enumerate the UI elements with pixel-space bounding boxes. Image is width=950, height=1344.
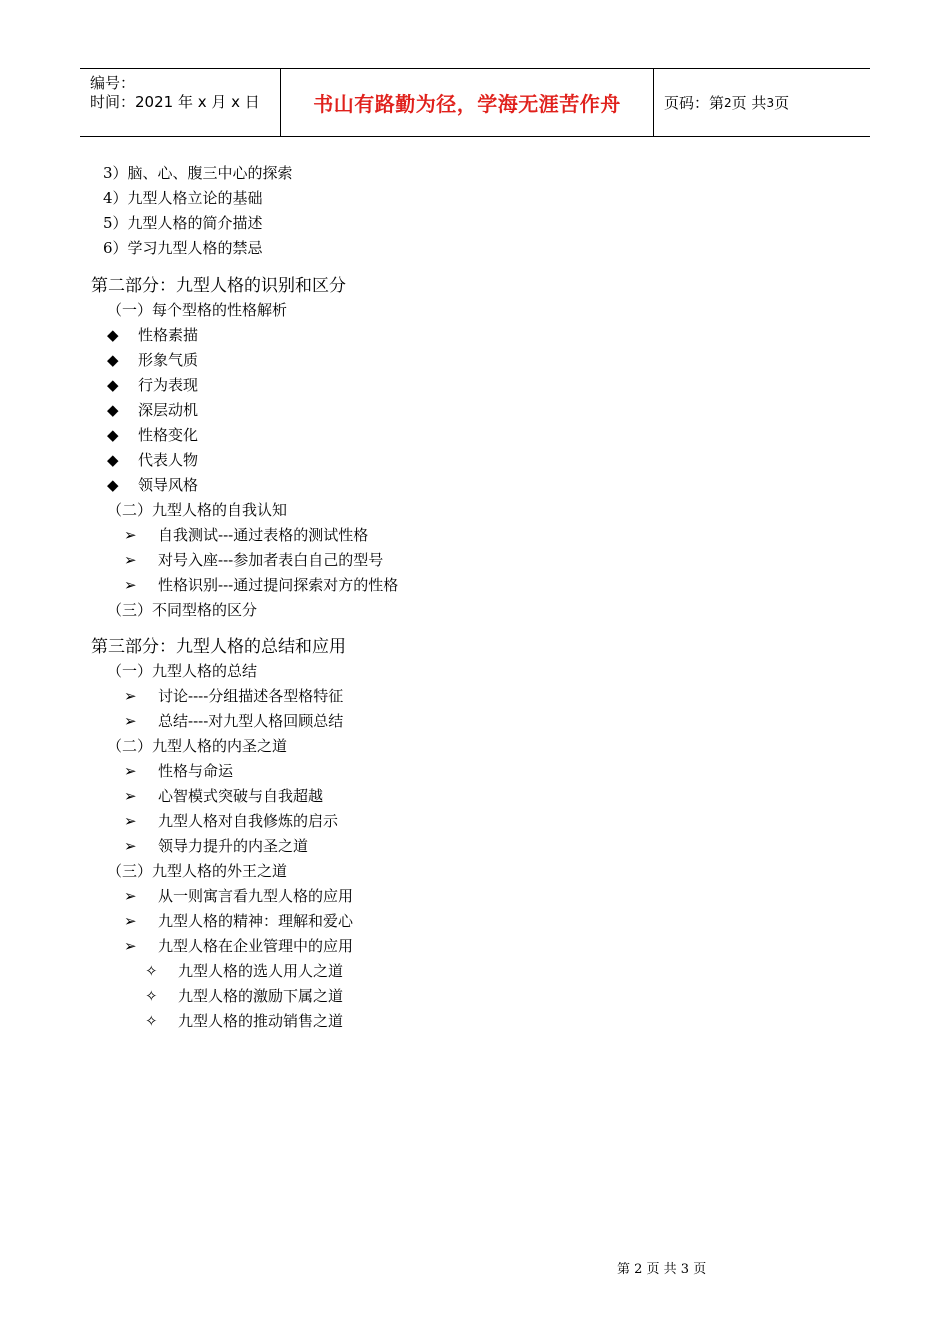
- list-item: [124, 575, 398, 595]
- list-item: [107, 375, 198, 395]
- page-mid: 页 共: [731, 94, 767, 112]
- header-info-cell: [80, 69, 281, 136]
- list-item-label: 领导风格: [138, 476, 199, 494]
- arrow-bullet-icon: ➢: [124, 912, 137, 930]
- header-motto: 书山有路勤为径，学海无涯苦作舟: [281, 69, 654, 136]
- list-item-label: 九型人格对自我修炼的启示: [158, 812, 339, 830]
- list-item-label: 性格识别---通过提问探索对方的性格: [158, 576, 399, 594]
- header-page-info: [654, 69, 880, 136]
- diamond-bullet-icon: ◆: [107, 476, 119, 494]
- list-item: [107, 325, 198, 345]
- subsection-heading: （二）九型人格的内圣之道: [107, 737, 288, 755]
- list-item: [124, 886, 353, 906]
- list-item-label: 性格与命运: [158, 762, 234, 780]
- arrow-bullet-icon: ➢: [124, 687, 137, 705]
- list-item-label: 九型人格的精神：理解和爱心: [158, 912, 354, 930]
- page-total: 3: [766, 95, 775, 110]
- list-item-label: 形象气质: [138, 351, 199, 369]
- arrow-bullet-icon: ➢: [124, 762, 137, 780]
- arrow-bullet-icon: ➢: [124, 551, 137, 569]
- list-item: [107, 400, 198, 420]
- diamond-bullet-icon: ◆: [107, 426, 119, 444]
- arrow-bullet-icon: ➢: [124, 576, 137, 594]
- list-item-label: 性格变化: [138, 426, 199, 444]
- list-item: [124, 786, 323, 806]
- diamond-bullet-icon: ◆: [107, 451, 119, 469]
- diamond-bullet-icon: ◆: [107, 326, 119, 344]
- arrow-bullet-icon: ➢: [124, 837, 137, 855]
- list-item: [124, 525, 368, 545]
- arrow-bullet-icon: ➢: [124, 812, 137, 830]
- list-item-label: 心智模式突破与自我超越: [158, 787, 324, 805]
- list-item: [145, 986, 343, 1006]
- list-item-label: 九型人格在企业管理中的应用: [158, 937, 354, 955]
- arrow-bullet-icon: ➢: [124, 887, 137, 905]
- list-item-label: 总结----对九型人格回顾总结: [158, 712, 344, 730]
- subsection-heading: （三）九型人格的外王之道: [107, 862, 288, 880]
- list-item: [124, 761, 233, 781]
- section-title-part3: 第三部分：九型人格的总结和应用: [91, 637, 346, 657]
- list-item: 5）九型人格的简介描述: [103, 214, 263, 232]
- star-bullet-icon: ✧: [145, 1012, 158, 1030]
- page-suffix: 页: [774, 94, 790, 112]
- list-item-label: 九型人格的激励下属之道: [178, 987, 344, 1005]
- star-bullet-icon: ✧: [145, 962, 158, 980]
- page-footer: 第 2 页 共 3 页: [617, 1262, 707, 1277]
- list-item: [124, 686, 343, 706]
- list-item-label: 对号入座---参加者表白自己的型号: [158, 551, 384, 569]
- list-item: 4）九型人格立论的基础: [103, 189, 263, 207]
- subsection-heading: （一）九型人格的总结: [107, 662, 258, 680]
- list-item: [124, 911, 353, 931]
- list-item: [107, 475, 198, 495]
- doc-number-label: 编号：: [90, 74, 136, 92]
- page-number: 2: [724, 95, 732, 110]
- list-item-label: 行为表现: [138, 376, 199, 394]
- arrow-bullet-icon: ➢: [124, 526, 137, 544]
- list-item-label: 深层动机: [138, 401, 199, 419]
- list-item-label: 讨论----分组描述各型格特征: [158, 687, 344, 705]
- section-title-part2: 第二部分：九型人格的识别和区分: [91, 276, 346, 296]
- list-item: 6）学习九型人格的禁忌: [103, 239, 263, 257]
- list-item: [107, 350, 198, 370]
- list-item-label: 九型人格的推动销售之道: [178, 1012, 344, 1030]
- list-item-label: 自我测试---通过表格的测试性格: [158, 526, 369, 544]
- list-item-label: 领导力提升的内圣之道: [158, 837, 309, 855]
- list-item: [107, 450, 198, 470]
- subsection-heading: （三）不同型格的区分: [107, 601, 258, 619]
- diamond-bullet-icon: ◆: [107, 376, 119, 394]
- subsection-heading: （一）每个型格的性格解析: [107, 301, 288, 319]
- diamond-bullet-icon: ◆: [107, 351, 119, 369]
- list-item-label: 九型人格的选人用人之道: [178, 962, 344, 980]
- list-item: 3）脑、心、腹三中心的探索: [103, 164, 293, 182]
- list-item: [124, 836, 308, 856]
- list-item: [145, 1011, 343, 1031]
- doc-time-label: 时间：2021 年 x 月 x 日: [90, 93, 260, 111]
- diamond-bullet-icon: ◆: [107, 401, 119, 419]
- list-item: [124, 936, 353, 956]
- page-header: [80, 68, 870, 137]
- list-item: [124, 711, 343, 731]
- page-prefix: 页码：第: [664, 94, 725, 112]
- subsection-heading: （二）九型人格的自我认知: [107, 501, 288, 519]
- list-item: [124, 811, 338, 831]
- list-item-label: 从一则寓言看九型人格的应用: [158, 887, 354, 905]
- list-item-label: 代表人物: [138, 451, 199, 469]
- list-item: [124, 550, 383, 570]
- list-item: [145, 961, 343, 981]
- arrow-bullet-icon: ➢: [124, 712, 137, 730]
- arrow-bullet-icon: ➢: [124, 787, 137, 805]
- list-item: [107, 425, 198, 445]
- arrow-bullet-icon: ➢: [124, 937, 137, 955]
- star-bullet-icon: ✧: [145, 987, 158, 1005]
- list-item-label: 性格素描: [138, 326, 199, 344]
